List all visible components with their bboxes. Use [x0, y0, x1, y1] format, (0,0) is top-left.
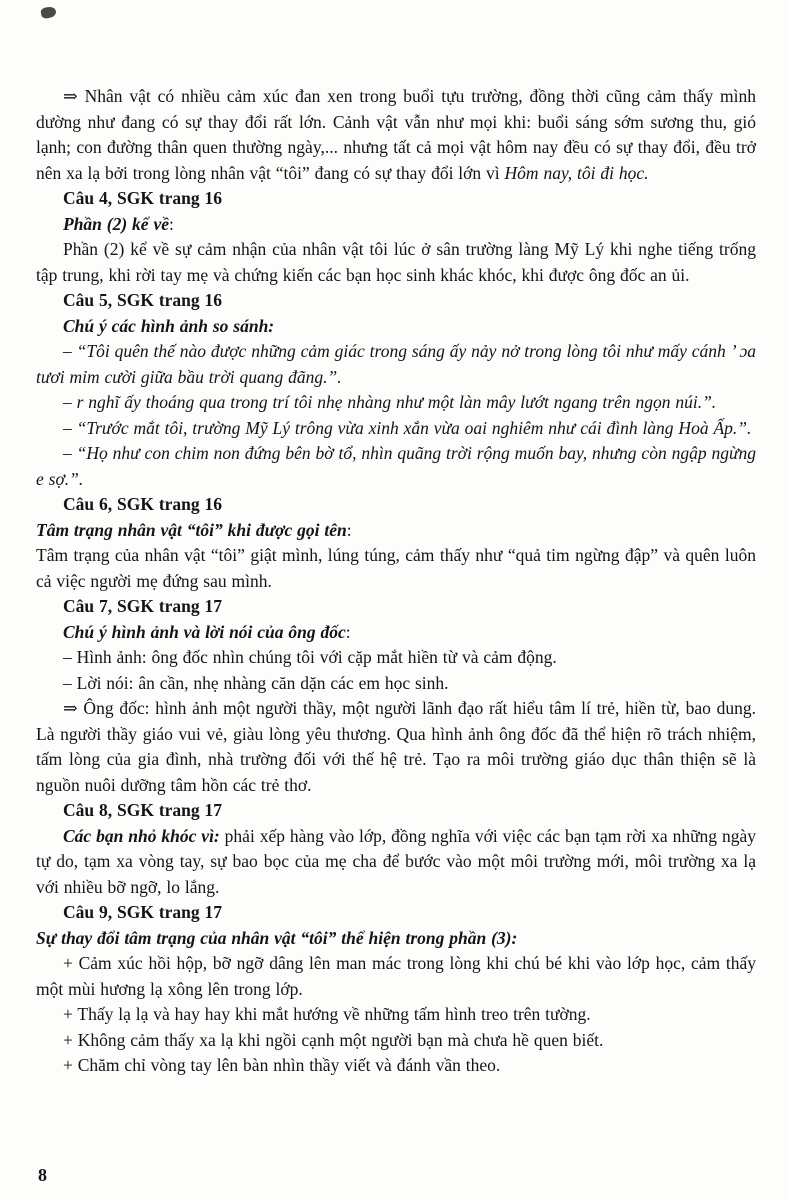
heading-text: Câu 7, SGK trang 17 — [63, 596, 223, 616]
body-paragraph — [36, 824, 756, 901]
prompt-subheading — [36, 926, 756, 952]
lead-in-text: Các bạn nhỏ khóc vì: — [63, 825, 220, 846]
subheading-text: Phần (2) kể về — [63, 213, 169, 234]
heading-text: Câu 4, SGK trang 16 — [63, 188, 223, 208]
question-heading — [36, 798, 756, 824]
page-number: 8 — [38, 1165, 47, 1185]
prompt-subheading — [36, 620, 756, 646]
paragraph-text: + Chăm chỉ vòng tay lên bàn nhìn thầy viết và đánh vần theo. — [63, 1055, 501, 1075]
body-paragraph — [36, 543, 756, 594]
question-heading — [36, 900, 756, 926]
quote-text: – r nghĩ ấy thoáng qua trong trí tôi nhẹ nhàng như một làn mây lướt ngang trên ngọn núi.”. — [63, 392, 717, 412]
list-item-paragraph — [36, 1002, 756, 1028]
quote-text: – “Trước mắt tôi, trường Mỹ Lý trông vừa xinh xắn vừa oai nghiêm như cái đình làng Hoà Ấp.”. — [63, 417, 752, 438]
paragraph-text: phải xếp hàng vào lớp, đồng nghĩa với việc các bạn tạm rời xa những ngày tự do, tạm xa vòng tay, sự bao bọc của mẹ cha để bước vào một môi trường mới, môi trường xa lạ với nhiều bỡ ngỡ, lo lắng. — [36, 825, 756, 897]
paragraph-text: + Không cảm thấy xa lạ khi ngồi cạnh một người bạn mà chưa hề quen biết. — [63, 1029, 604, 1050]
subheading-colon: : — [169, 213, 174, 234]
body-paragraph — [36, 696, 756, 798]
heading-text: Câu 5, SGK trang 16 — [63, 290, 223, 310]
quote-text: – “Tôi quên thế nào được những cảm giác trong sáng ấy nảy nở trong lòng tôi như mấy cánh ’ ɔa tươi mỉm cười giữa bầu trời quang đãng.”. — [36, 341, 756, 387]
subheading-text: Chú ý các hình ảnh so sánh: — [63, 315, 275, 336]
prompt-subheading — [36, 212, 756, 238]
paragraph-text: + Cảm xúc hồi hộp, bỡ ngỡ dâng lên man mác trong lòng khi chú bé khi vào lớp học, cảm thấy một mùi hương lạ xông lên trong lớp. — [36, 953, 756, 999]
paragraph-text: Tâm trạng của nhân vật “tôi” giật mình, lúng túng, cảm thấy như “quả tim ngừng đập” và quên luôn cả việc người mẹ đứng sau mình. — [36, 545, 756, 591]
quote-paragraph — [36, 416, 756, 442]
quote-paragraph — [36, 441, 756, 492]
quote-paragraph — [36, 339, 756, 390]
paragraph-text-italic: Hôm nay, tôi đi học. — [504, 162, 649, 183]
question-heading — [36, 186, 756, 212]
question-heading — [36, 492, 756, 518]
paragraph-text: ⇒ Nhân vật có nhiều cảm xúc đan xen trong buổi tựu trường, đồng thời cũng cảm thấy mình dường như đang có sự thay đổi rất lớn. Cảnh vật vẫn như mọi khi: buổi sáng sớm sương thu, gió lạnh; con đường thân quen thường ngày,... nhưng tất cả mọi vật hôm nay đều có sự thay đổi, đều trở nên xa lạ bởi trong lòng nhân vật “tôi” đang có sự thay đổi lớn vì — [36, 86, 756, 183]
subheading-text: Chú ý hình ảnh và lời nói của ông đốc — [63, 621, 346, 642]
subheading-text: Sự thay đổi tâm trạng của nhân vật “tôi” thể hiện trong phần (3): — [36, 927, 518, 948]
paragraph-text: + Thấy lạ lạ và hay hay khi mắt hướng về những tấm hình treo trên tường. — [63, 1004, 591, 1024]
subheading-colon: : — [345, 621, 351, 642]
body-paragraph — [36, 237, 756, 288]
prompt-subheading — [36, 314, 756, 340]
paragraph-text: Phần (2) kể về sự cảm nhận của nhân vật tôi lúc ở sân trường làng Mỹ Lý khi nghe tiếng trống tập trung, khi rời tay mẹ và chứng kiến các bạn học sinh khác khóc, khi được ông đốc an ủi. — [36, 239, 756, 285]
paragraph-text: – Lời nói: ân cần, nhẹ nhàng căn dặn các em học sinh. — [63, 672, 449, 693]
list-item-paragraph — [36, 1053, 756, 1079]
question-heading — [36, 288, 756, 314]
heading-text: Câu 6, SGK trang 16 — [63, 494, 223, 514]
paragraph-text: ⇒ Ông đốc: hình ảnh một người thầy, một người lãnh đạo rất hiểu tâm lí trẻ, hiền từ, bao dung. Là người thầy giáo vui vẻ, giàu lòng yêu thương. Qua hình ảnh ông đốc đã thể hiện rõ trách nhiệm, tấm lòng của gia đình, nhà trường đối với thế hệ trẻ. Tạo ra môi trường giáo dục thân thiện sẽ là nguồn nuôi dưỡng tâm hồn các trẻ thơ. — [36, 698, 756, 795]
body-paragraph — [36, 84, 756, 186]
heading-text: Câu 8, SGK trang 17 — [63, 800, 223, 820]
list-item-paragraph — [36, 645, 756, 671]
quote-paragraph — [36, 390, 756, 416]
heading-text: Câu 9, SGK trang 17 — [63, 902, 223, 922]
scan-artifact-mark — [40, 6, 57, 20]
question-heading — [36, 594, 756, 620]
page-content — [36, 84, 756, 1079]
prompt-subheading — [36, 518, 756, 544]
subheading-text: Tâm trạng nhân vật “tôi” khi được gọi tên — [36, 519, 347, 540]
quote-text: – “Họ như con chim non đứng bên bờ tổ, nhìn quãng trời rộng muốn bay, nhưng còn ngập ngừng e sợ.”. — [36, 443, 756, 489]
list-item-paragraph — [36, 1028, 756, 1054]
paragraph-text: – Hình ảnh: ông đốc nhìn chúng tôi với cặp mắt hiền từ và cảm động. — [63, 647, 557, 667]
list-item-paragraph — [36, 951, 756, 1002]
subheading-colon: : — [346, 519, 352, 540]
list-item-paragraph — [36, 671, 756, 697]
